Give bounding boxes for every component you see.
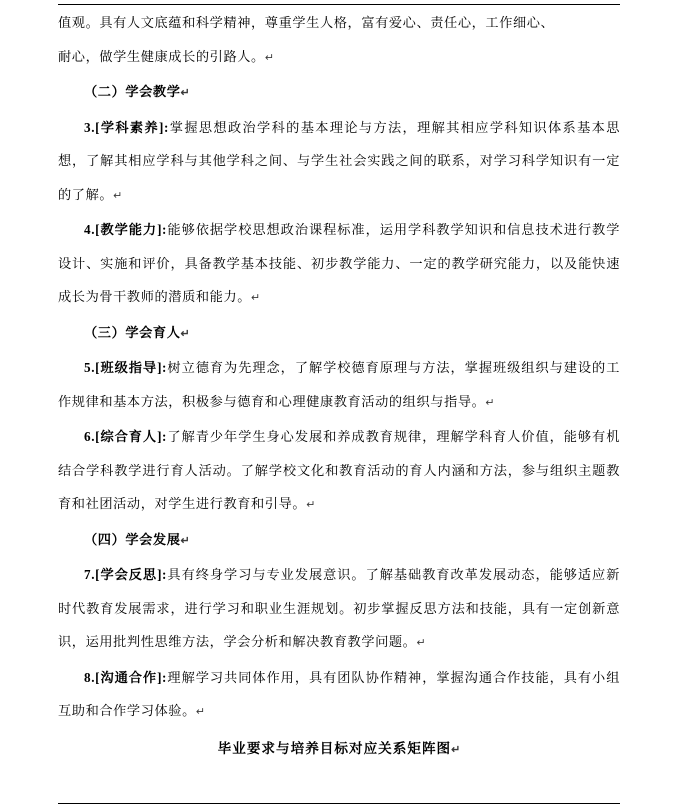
item-label: 5.[班级指导]: — [84, 360, 168, 375]
paragraph-mark: ↵ — [306, 499, 316, 511]
paragraph-item-3-subject-literacy — [58, 111, 620, 214]
matrix-title-text: 毕业要求与培养目标对应关系矩阵图 — [217, 740, 452, 756]
paragraph-item-7-reflection — [58, 558, 620, 661]
paragraph-text: 了解青少年学生身心发展和养成教育规律，理解学科育人价值，能够有机结合学科教学进行育人活动。了解学校文化和教育活动的育人内涵和方法，参与组织主题教育和社团活动，对学生进行教育和引导。 — [58, 429, 621, 511]
item-label: 3.[学科素养]: — [84, 119, 170, 135]
paragraph-mark: ↵ — [264, 51, 275, 64]
page-top-rule — [58, 4, 620, 5]
heading-text: （三）学会育人 — [84, 324, 181, 340]
item-label: 4.[教学能力]: — [84, 222, 168, 237]
section-heading-xuehui-fazhan — [58, 523, 620, 559]
paragraph-mark: ↵ — [113, 189, 123, 202]
section-heading-xuehui-jiaoxue — [58, 75, 620, 111]
paragraph-mark: ↵ — [180, 534, 190, 547]
paragraph-text: 具有终身学习与专业发展意识。了解基础教育改革发展动态，能够适应新时代教育发展需求，进行学习和职业生涯规划。初步掌握反思方法和技能，具有一定创新意识，运用批判性思维方法，学会分析和解决教育教学问题。 — [58, 567, 621, 649]
matrix-title — [58, 730, 620, 767]
paragraph-mark: ↵ — [485, 396, 495, 409]
paragraph-continuation-values-line2 — [58, 40, 620, 76]
item-label: 6.[综合育人]: — [84, 429, 168, 444]
paragraph-mark: ↵ — [416, 637, 426, 649]
paragraph-mark: ↵ — [451, 743, 461, 756]
paragraph-text: 能够依据学校思想政治课程标准，运用学科教学知识和信息技术进行教学设计、实施和评价，具备教学基本技能、初步教学能力、一定的教学研究能力，以及能快速成长为骨干教师的潜质和能力。 — [58, 222, 621, 304]
paragraph-mark: ↵ — [180, 87, 190, 99]
paragraph-item-6-comprehensive-education — [58, 420, 620, 523]
paragraph-mark: ↵ — [195, 706, 206, 718]
paragraph-continuation-values — [58, 6, 620, 40]
paragraph-text: 树立德育为先理念，了解学校德育原理与方法，掌握班级组织与建设的工作规律和基本方法，积极参与德育和心理健康教育活动的组织与指导。 — [58, 360, 621, 409]
item-label: 7.[学会反思]: — [84, 567, 168, 582]
section-heading-xuehui-yuren — [58, 316, 620, 352]
page-bottom-rule — [58, 803, 620, 804]
paragraph-mark: ↵ — [251, 292, 261, 304]
paragraph-text: 掌握思想政治学科的基本理论与方法，理解其相应学科知识体系基本思想，了解其相应学科与其他学科之间、与学生社会实践之间的联系，对学习科学知识有一定的了解。 — [58, 119, 620, 202]
paragraph-text: 理解学习共同体作用，具有团队协作精神，掌握沟通合作技能，具有小组互助和合作学习体验。 — [58, 669, 621, 718]
paragraph-text: 耐心，做学生健康成长的引路人。 — [58, 48, 265, 64]
paragraph-item-8-communication — [58, 661, 620, 730]
paragraph-item-4-teaching-ability — [58, 213, 620, 316]
heading-text: （四）学会发展 — [84, 531, 181, 547]
paragraph-text: 值观。具有人文底蕴和科学精神，尊重学生人格，富有爱心、责任心，工作细心、 — [58, 15, 555, 30]
item-label: 8.[沟通合作]: — [84, 669, 168, 685]
paragraph-mark: ↵ — [180, 327, 190, 340]
heading-text: （二）学会教学 — [84, 84, 181, 99]
paragraph-item-5-class-guidance — [58, 351, 620, 420]
